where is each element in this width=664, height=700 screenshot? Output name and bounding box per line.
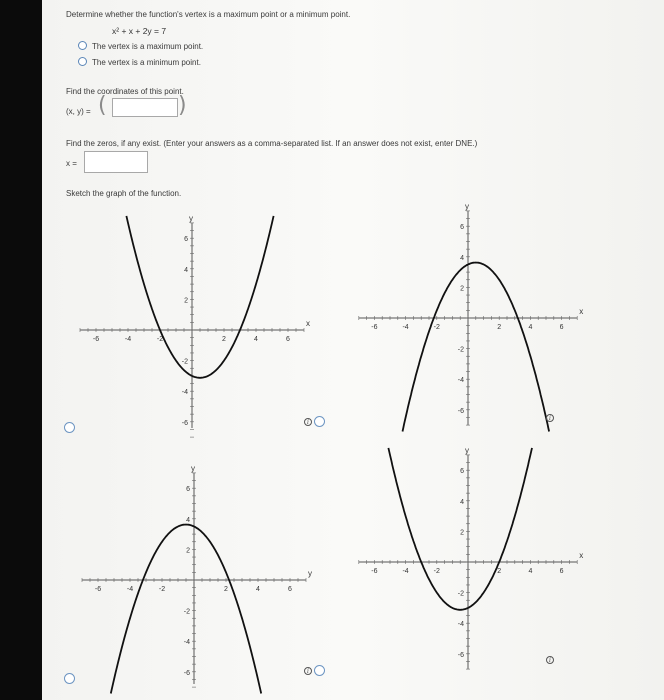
x-tick-label: -6 [94,586,102,593]
minimum-radio[interactable] [78,57,87,66]
zeros-input[interactable] [84,151,148,173]
graph-option-3 [70,446,310,686]
x-tick-label: 6 [559,568,564,575]
parabola-curve [126,213,273,378]
y-tick-label: 4 [460,498,464,506]
graph-4-radio[interactable] [314,665,325,676]
y-tick-label: 2 [184,297,188,305]
maximum-radio[interactable] [78,41,87,50]
x-tick-label: 4 [528,568,533,575]
x-tick-label: -6 [92,336,100,343]
graph-1-radio[interactable] [64,422,75,433]
sketch-prompt: Sketch the graph of the function. [66,189,182,198]
y-tick-label: -2 [457,590,464,598]
x-tick-label: -4 [402,568,409,575]
x-tick-label: -4 [126,586,134,593]
y-tick-label: 6 [460,224,464,232]
y-tick-label: 6 [460,468,464,476]
y-tick-label: 2 [460,285,464,293]
y-tick-label: 2 [186,547,190,555]
x-axis-label: y [308,569,312,578]
y-tick-label: -6 [457,651,464,659]
x-tick-label: -2 [433,324,440,331]
y-axis-label: y [465,201,469,211]
graph-2-radio[interactable] [314,416,325,427]
y-tick-label: -6 [183,669,190,677]
y-tick-label: 6 [184,236,188,244]
y-tick-label: 4 [460,254,464,262]
x-tick-label: -2 [156,336,164,343]
y-tick-label: -4 [457,377,464,385]
x-tick-label: 6 [559,324,564,331]
x-axis-label: x [579,307,584,316]
y-tick-label: -6 [181,419,188,427]
graph-option-2 [322,196,584,428]
graph-2-info-icon[interactable]: i [546,414,554,422]
equation-text: x² + x + 2y = 7 [112,26,167,36]
x-tick-label: 6 [288,586,292,593]
x-tick-label: -4 [402,324,409,331]
zeros-prompt: Find the zeros, if any exist. (Enter your answers as a comma-separated list. If an answer does not exist, enter DNE.) [66,139,478,148]
x-tick-label: 2 [497,324,502,331]
y-tick-label: -2 [183,608,190,616]
x-tick-label: 2 [222,336,226,343]
graph-3-info-icon[interactable]: i [304,667,312,675]
y-tick-label: 4 [186,516,190,524]
x-axis-label: x [579,551,584,560]
y-tick-label: -4 [181,389,188,397]
x-tick-label: 2 [497,568,502,575]
x-tick-label: 4 [256,586,260,593]
y-tick-label: -4 [457,621,464,629]
y-axis-label: y [465,445,469,455]
zeros-label: x = [66,159,77,168]
x-tick-label: -6 [371,568,378,575]
close-paren-icon: ) [178,93,187,118]
x-tick-label: -6 [371,324,378,331]
x-axis-label: x [306,319,310,328]
graph-1-info-icon[interactable]: i [304,418,312,426]
graph-option-4 [322,440,584,680]
parabola-curve [403,263,550,432]
graph-3-radio[interactable] [64,673,75,684]
x-tick-label: -2 [158,586,166,593]
y-tick-label: 2 [460,529,464,537]
y-tick-label: -2 [181,358,188,366]
y-tick-label: 6 [186,486,190,494]
y-tick-label: -6 [457,407,464,415]
x-tick-label: -2 [433,568,440,575]
x-tick-label: 6 [286,336,290,343]
coordinates-label: (x, y) = [66,107,91,116]
graph-4-info-icon[interactable]: i [546,656,554,664]
x-tick-label: -4 [124,336,132,343]
y-tick-label: -4 [183,639,190,647]
y-tick-label: -2 [457,346,464,354]
graph-option-1 [70,198,310,430]
y-axis-label: y [191,463,195,473]
y-axis-label: y [189,213,193,223]
minimum-option-label: The vertex is a minimum point. [92,58,201,67]
open-paren-icon: ( [98,93,107,118]
x-tick-label: 4 [254,336,258,343]
question-page [42,0,664,700]
x-tick-label: 2 [224,586,228,593]
y-tick-label: 4 [184,266,188,274]
x-tick-label: 4 [528,324,533,331]
vertex-question-text: Determine whether the function's vertex is a maximum point or a minimum point. [66,10,351,19]
maximum-option-label: The vertex is a maximum point. [92,42,204,51]
coordinates-prompt: Find the coordinates of this point. [66,87,184,96]
coordinates-input[interactable] [112,98,178,117]
